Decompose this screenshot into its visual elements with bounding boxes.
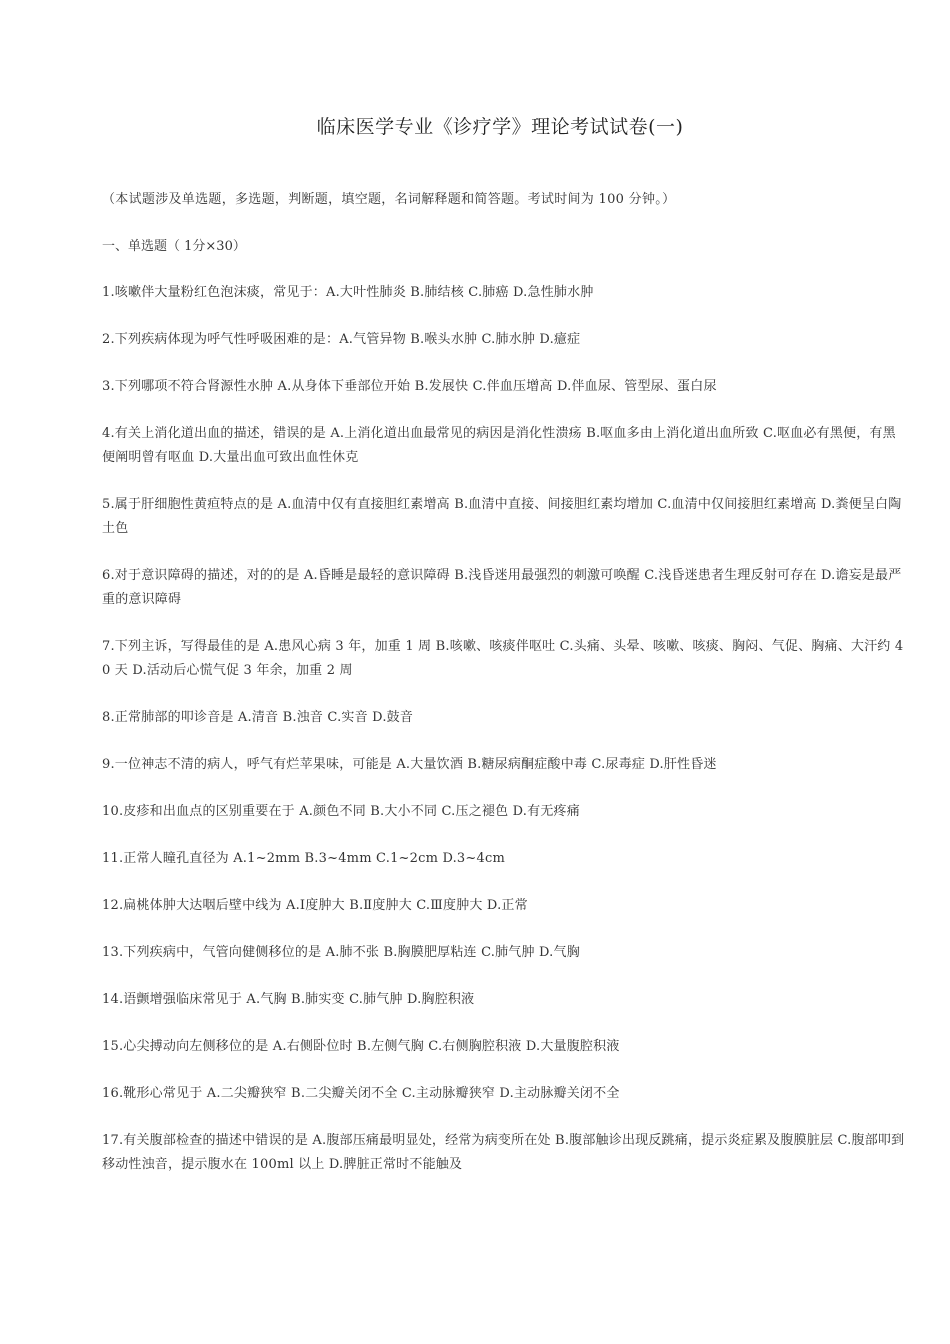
question-item: 2.下列疾病体现为呼气性呼吸困难的是：A.气管异物 B.喉头水肿 C.肺水肿 D.癔症: [102, 332, 581, 347]
question-item: 15.心尖搏动向左侧移位的是 A.右侧卧位时 B.左侧气胸 C.右侧胸腔积液 D.大量腹腔积液: [102, 1039, 620, 1054]
question-item: 9.一位神志不清的病人，呼气有烂苹果味，可能是 A.大量饮酒 B.糖尿病酮症酸中毒 C.尿毒症 D.肝性昏迷: [102, 757, 717, 772]
exam-instructions: （本试题涉及单选题，多选题，判断题，填空题，名词解释题和简答题。考试时间为 100 分钟。）: [102, 192, 676, 207]
question-item: 14.语颤增强临床常见于 A.气胸 B.肺实变 C.肺气肿 D.胸腔积液: [102, 992, 475, 1007]
question-item: 16.靴形心常见于 A.二尖瓣狭窄 B.二尖瓣关闭不全 C.主动脉瓣狭窄 D.主动脉瓣关闭不全: [102, 1086, 620, 1101]
question-item: 3.下列哪项不符合肾源性水肿 A.从身体下垂部位开始 B.发展快 C.伴血压增高 D.伴血尿、管型尿、蛋白尿: [102, 379, 717, 394]
section-heading: 一、单选题（ 1分×30）: [102, 239, 246, 254]
question-item: 12.扁桃体肿大达咽后壁中线为 A.Ⅰ度肿大 B.Ⅱ度肿大 C.Ⅲ度肿大 D.正常: [102, 898, 528, 913]
question-item: 13.下列疾病中，气管向健侧移位的是 A.肺不张 B.胸膜肥厚粘连 C.肺气肿 D.气胸: [102, 945, 580, 960]
question-item: 5.属于肝细胞性黄疸特点的是 A.血清中仅有直接胆红素增高 B.血清中直接、间接胆红素均增加 C.血清中仅间接胆红素增高 D.粪便呈白陶土色: [102, 497, 902, 536]
question-item: 11.正常人瞳孔直径为 A.1~2mm B.3~4mm C.1~2cm D.3~4cm: [102, 851, 505, 866]
question-item: 6.对于意识障碍的描述，对的的是 A.昏睡是最轻的意识障碍 B.浅昏迷用最强烈的刺激可唤醒 C.浅昏迷患者生理反射可存在 D.谵妄是最严重的意识障碍: [102, 568, 902, 607]
question-item: 1.咳嗽伴大量粉红色泡沫痰，常见于：A.大叶性肺炎 B.肺结核 C.肺癌 D.急性肺水肿: [102, 285, 594, 300]
question-item: 17.有关腹部检查的描述中错误的是 A.腹部压痛最明显处，经常为病变所在处 B.腹部触诊出现反跳痛，提示炎症累及腹膜脏层 C.腹部叩到移动性浊音，提示腹水在 100ml 以上 D.脾脏正常时不能触及: [102, 1133, 905, 1172]
question-list: [102, 281, 907, 1200]
question-item: 4.有关上消化道出血的描述，错误的是 A.上消化道出血最常见的病因是消化性溃疡 B.呕血多由上消化道出血所致 C.呕血必有黑便，有黑便阐明曾有呕血 D.大量出血可致出血性休克: [102, 426, 896, 465]
question-item: 10.皮疹和出血点的区别重要在于 A.颜色不同 B.大小不同 C.压之褪色 D.有无疼痛: [102, 804, 580, 819]
question-item: 8.正常肺部的叩诊音是 A.清音 B.浊音 C.实音 D.鼓音: [102, 710, 414, 725]
question-item: 7.下列主诉，写得最佳的是 A.患风心病 3 年，加重 1 周 B.咳嗽、咳痰伴呕吐 C.头痛、头晕、咳嗽、咳痰、胸闷、气促、胸痛、大汗约 40 天 D.活动后心慌气促 3 年余，加重 2 周: [102, 639, 904, 678]
exam-title: 临床医学专业《诊疗学》理论考试试卷(一): [316, 116, 684, 138]
